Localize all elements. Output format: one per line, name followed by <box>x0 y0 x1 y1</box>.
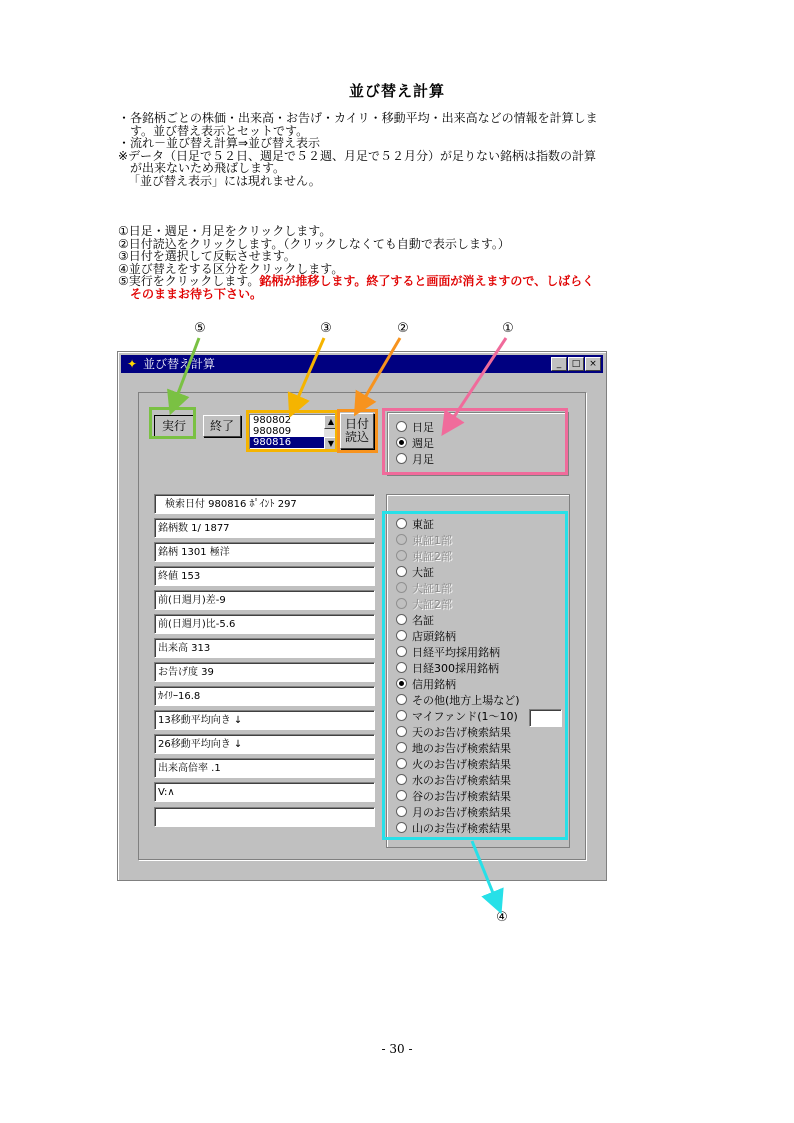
intro-line: ※データ（日足で５２日、週足で５２週、月足で５２月分）が足りない銘柄は指数の計算 <box>118 148 597 163</box>
radio-label: 火のお告げ検索結果 <box>412 758 511 771</box>
close-button[interactable]: × <box>585 357 601 371</box>
info-field: 銘柄数 1/ 1877 <box>154 518 375 538</box>
radio-label: 日経平均採用銘柄 <box>412 646 500 659</box>
radio-label: 日経300採用銘柄 <box>412 662 499 675</box>
info-field: 前(日週月)差-9 <box>154 590 375 610</box>
window-title: 並び替え計算 <box>143 357 216 371</box>
marker-4: ④ <box>496 910 508 925</box>
info-field: 出来高 313 <box>154 638 375 658</box>
radio-label: 山のお告げ検索結果 <box>412 822 511 835</box>
run-button[interactable]: 実行 <box>154 415 194 438</box>
date-option[interactable]: 980802 <box>253 415 292 426</box>
radio-label: 地のお告げ検索結果 <box>412 742 511 755</box>
radio-label: 東証2部 <box>412 550 452 563</box>
page-number: - 30 - <box>381 1042 413 1056</box>
step-line: ②日付読込をクリックします。（クリックしなくても自動で表示します。） <box>118 236 510 251</box>
info-field: お告げ度 39 <box>154 662 375 682</box>
intro-line: が出来ないため飛ばします。 <box>130 161 286 175</box>
radio-label: その他(地方上場など) <box>412 694 520 707</box>
info-field: ｶｲﾘｰ16.8 <box>154 686 375 706</box>
radio-label: 大証 <box>412 566 434 579</box>
step-warning: 銘柄が推移します。終了すると画面が消えますので、しばらく <box>259 274 595 288</box>
info-field: 前(日週月)比-5.6 <box>154 614 375 634</box>
step-line: ③日付を選択して反転させます。 <box>118 249 296 263</box>
radio-label: 谷のお告げ検索結果 <box>412 790 511 803</box>
info-field: 出来高倍率 .1 <box>154 758 375 778</box>
arrow-1 <box>448 338 506 426</box>
marker-5: ⑤ <box>194 321 206 336</box>
radio-label: 週足 <box>412 437 434 450</box>
app-icon: ✦ <box>126 357 138 371</box>
arrow-5 <box>174 338 199 404</box>
intro-line: ・各銘柄ごとの株価・出来高・お告げ・カイリ・移動平均・出来高などの情報を計算しま <box>118 111 598 125</box>
page-title: 並び替え計算 <box>348 82 445 100</box>
radio-label: 天のお告げ検索結果 <box>412 726 511 739</box>
radio-label: 名証 <box>412 614 434 627</box>
scroll-up-icon[interactable]: ▲ <box>324 415 338 429</box>
arrow-2 <box>360 338 400 406</box>
radio-label: 東証 <box>412 518 434 531</box>
info-field: V:∧ <box>154 782 375 802</box>
info-field: 13移動平均向き ↓ <box>154 710 375 730</box>
step-warning: そのままお待ち下さい。 <box>130 286 263 301</box>
step-line: ④並び替えをする区分をクリックします。 <box>118 261 344 276</box>
date-load-label: 日付 <box>344 417 369 431</box>
marker-1: ① <box>502 321 514 336</box>
info-field: 銘柄 1301 極洋 <box>154 542 375 562</box>
radio-label: 水のお告げ検索結果 <box>412 774 511 787</box>
marker-3: ③ <box>320 321 332 336</box>
radio-label: マイファンド(1～10) <box>412 710 518 723</box>
minimize-button[interactable]: _ <box>551 357 567 371</box>
maximize-button[interactable]: □ <box>568 357 584 371</box>
arrow-3 <box>294 338 324 407</box>
radio-label: 店頭銘柄 <box>412 630 456 643</box>
info-field: 26移動平均向き ↓ <box>154 734 375 754</box>
radio-label: 月のお告げ検索結果 <box>412 806 511 819</box>
arrow-4 <box>472 841 497 903</box>
scroll-down-icon[interactable]: ▼ <box>324 437 338 451</box>
intro-line: す。並び替え表示とセットです。 <box>130 123 309 138</box>
radio-label: 大証1部 <box>412 582 452 595</box>
end-button[interactable]: 終了 <box>203 415 241 437</box>
intro-line: 「並び替え表示」には現れません。 <box>128 173 321 188</box>
marker-2: ② <box>397 321 409 336</box>
step-line: ①日足・週足・月足をクリックします。 <box>118 224 332 238</box>
radio-label: 信用銘柄 <box>412 678 456 691</box>
intro-line: ・流れ－並び替え計算⇒並び替え表示 <box>118 136 321 150</box>
info-field: 検索日付 980816 ﾎﾟｲﾝﾄ 297 <box>154 494 375 514</box>
info-field: 終値 153 <box>154 566 375 586</box>
radio-label: 大証2部 <box>412 598 452 611</box>
date-option-selected[interactable]: 980816 <box>250 437 338 448</box>
date-load-label: 読込 <box>344 430 369 444</box>
radio-label: 日足 <box>412 421 434 434</box>
step-text: ⑤実行をクリックします。 <box>118 274 260 288</box>
radio-label: 東証1部 <box>412 534 452 547</box>
radio-label: 月足 <box>412 453 434 466</box>
date-option[interactable]: 980809 <box>253 426 292 437</box>
